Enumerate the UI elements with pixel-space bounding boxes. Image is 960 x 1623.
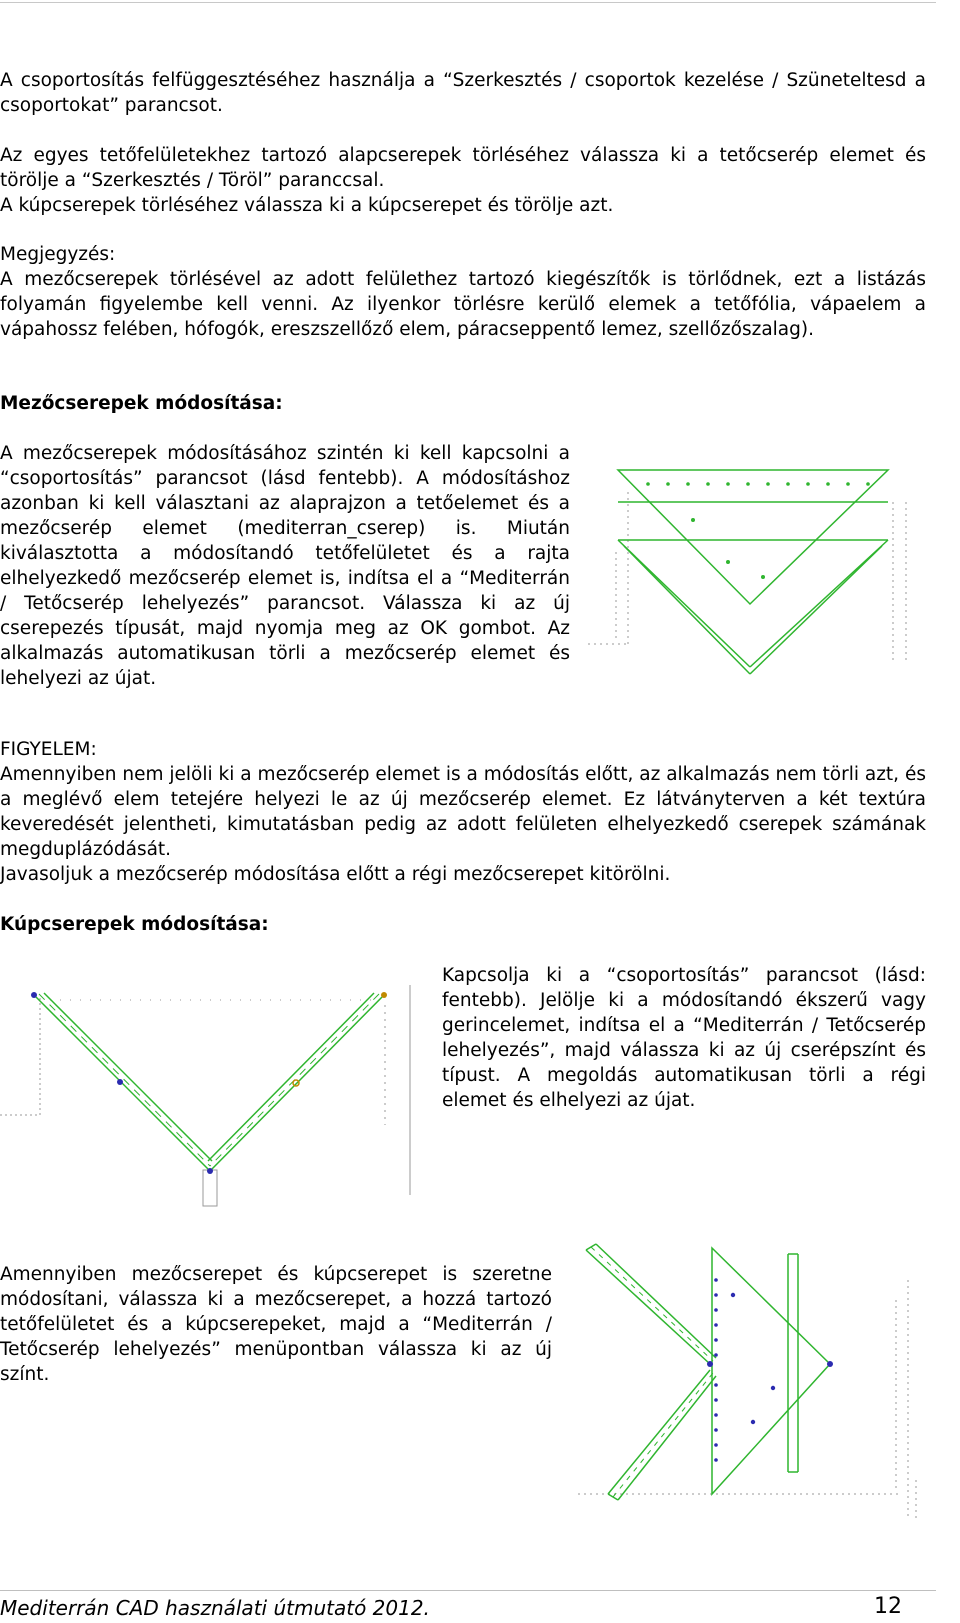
- note-label: Megjegyzés:: [0, 244, 116, 265]
- both-modify-body: Amennyiben mezőcserepet és kúpcserepet is szeretne módosítani, válassza ki a mezőcserepet, a hozzá tartozó tetőfelületet és a kúpcserepeket, majd a “Mediterrán / Tetőcserép lehelyezés” menüpontban válassza ki az új színt.: [0, 1264, 552, 1385]
- field-tiles-body: A mezőcserepek módosításához szintén ki kell kapcsolni a “csoportosítás” parancsot (lásd fentebb). A módosításhoz azonban ki kell választani az alaprajzon a tetőelemet és a mezőcserép elemet (mediterran_cserep) is. Miután kiválasztotta a módosítandó tetőfelületet és a rajta elhelyezkedő mezőcserép elemet is, indítsa el a “Mediterrán / Tetőcserép lehelyezés” parancsot. Válassza ki az új cserepezés típusát, majd nyomja meg az OK gombot. Az alkalmazás automatikusan törli a mezőcserép elemet és lehelyezi az újat.: [0, 443, 570, 689]
- figure-combined-roof: [568, 1240, 928, 1522]
- warning-label: FIGYELEM:: [0, 739, 97, 760]
- paragraph-delete-ridge-tiles: A kúpcserepek törléséhez válassza ki a kúpcserepet és törölje azt.: [0, 195, 614, 216]
- warning-advice: Javasoljuk a mezőcserép módosítása előtt a régi mezőcserepet kitörölni.: [0, 864, 671, 885]
- footer-rule: [0, 1590, 936, 1591]
- paragraph-ungroup: A csoportosítás felfüggesztéséhez használja a “Szerkesztés / csoportok kezelése / Szüneteltesd a csoportokat” parancsot.: [0, 70, 926, 116]
- note-text: A mezőcserepek törlésével az adott felülethez tartozó kiegészítők is törlődnek, ezt a listázás folyamán figyelembe kell venni. Az ilyenkor törlésre kerülő elemek a tetőfólia, vápaelem a vápahossz felében, hófogók, ereszszellőző elem, páracseppentő lemez, szellőzőszalag).: [0, 269, 926, 340]
- ridge-tiles-body: Kapcsolja ki a “csoportosítás” parancsot (lásd: fentebb). Jelölje ki a módosítandó ékszerű vagy gerincelemet, indítsa el a “Mediterrán / Tetőcserép lehelyezés”, majd válassza ki az új cserépszínt és típust. A megoldás automatikusan törli a régi elemet és elhelyezi az újat.: [442, 965, 926, 1111]
- paragraph-delete-field-tiles: Az egyes tetőfelületekhez tartozó alapcserepek törléséhez válassza ki a tetőcserép elemet és törölje a “Szerkesztés / Töröl” paranccsal.: [0, 145, 926, 191]
- page-number: 12: [874, 1594, 902, 1619]
- figure-field-tile-roof: [588, 462, 928, 682]
- heading-field-tiles: Mezőcserepek módosítása:: [0, 393, 283, 414]
- warning-text: Amennyiben nem jelöli ki a mezőcserép elemet is a módosítás előtt, az alkalmazás nem törli azt, és a meglévő elem tetejére helyezi le az új mezőcserép elemet. Ez látványterven a két textúra keveredését jelentheti, kimutatásban pedig az adott felületen elhelyezkedő cserepek számának megduplázódását.: [0, 764, 926, 860]
- top-rule: [0, 2, 936, 3]
- figure-ridge-tile-v: [0, 965, 425, 1210]
- footer-title: Mediterrán CAD használati útmutató 2012.: [0, 1596, 430, 1620]
- heading-ridge-tiles: Kúpcserepek módosítása:: [0, 914, 269, 935]
